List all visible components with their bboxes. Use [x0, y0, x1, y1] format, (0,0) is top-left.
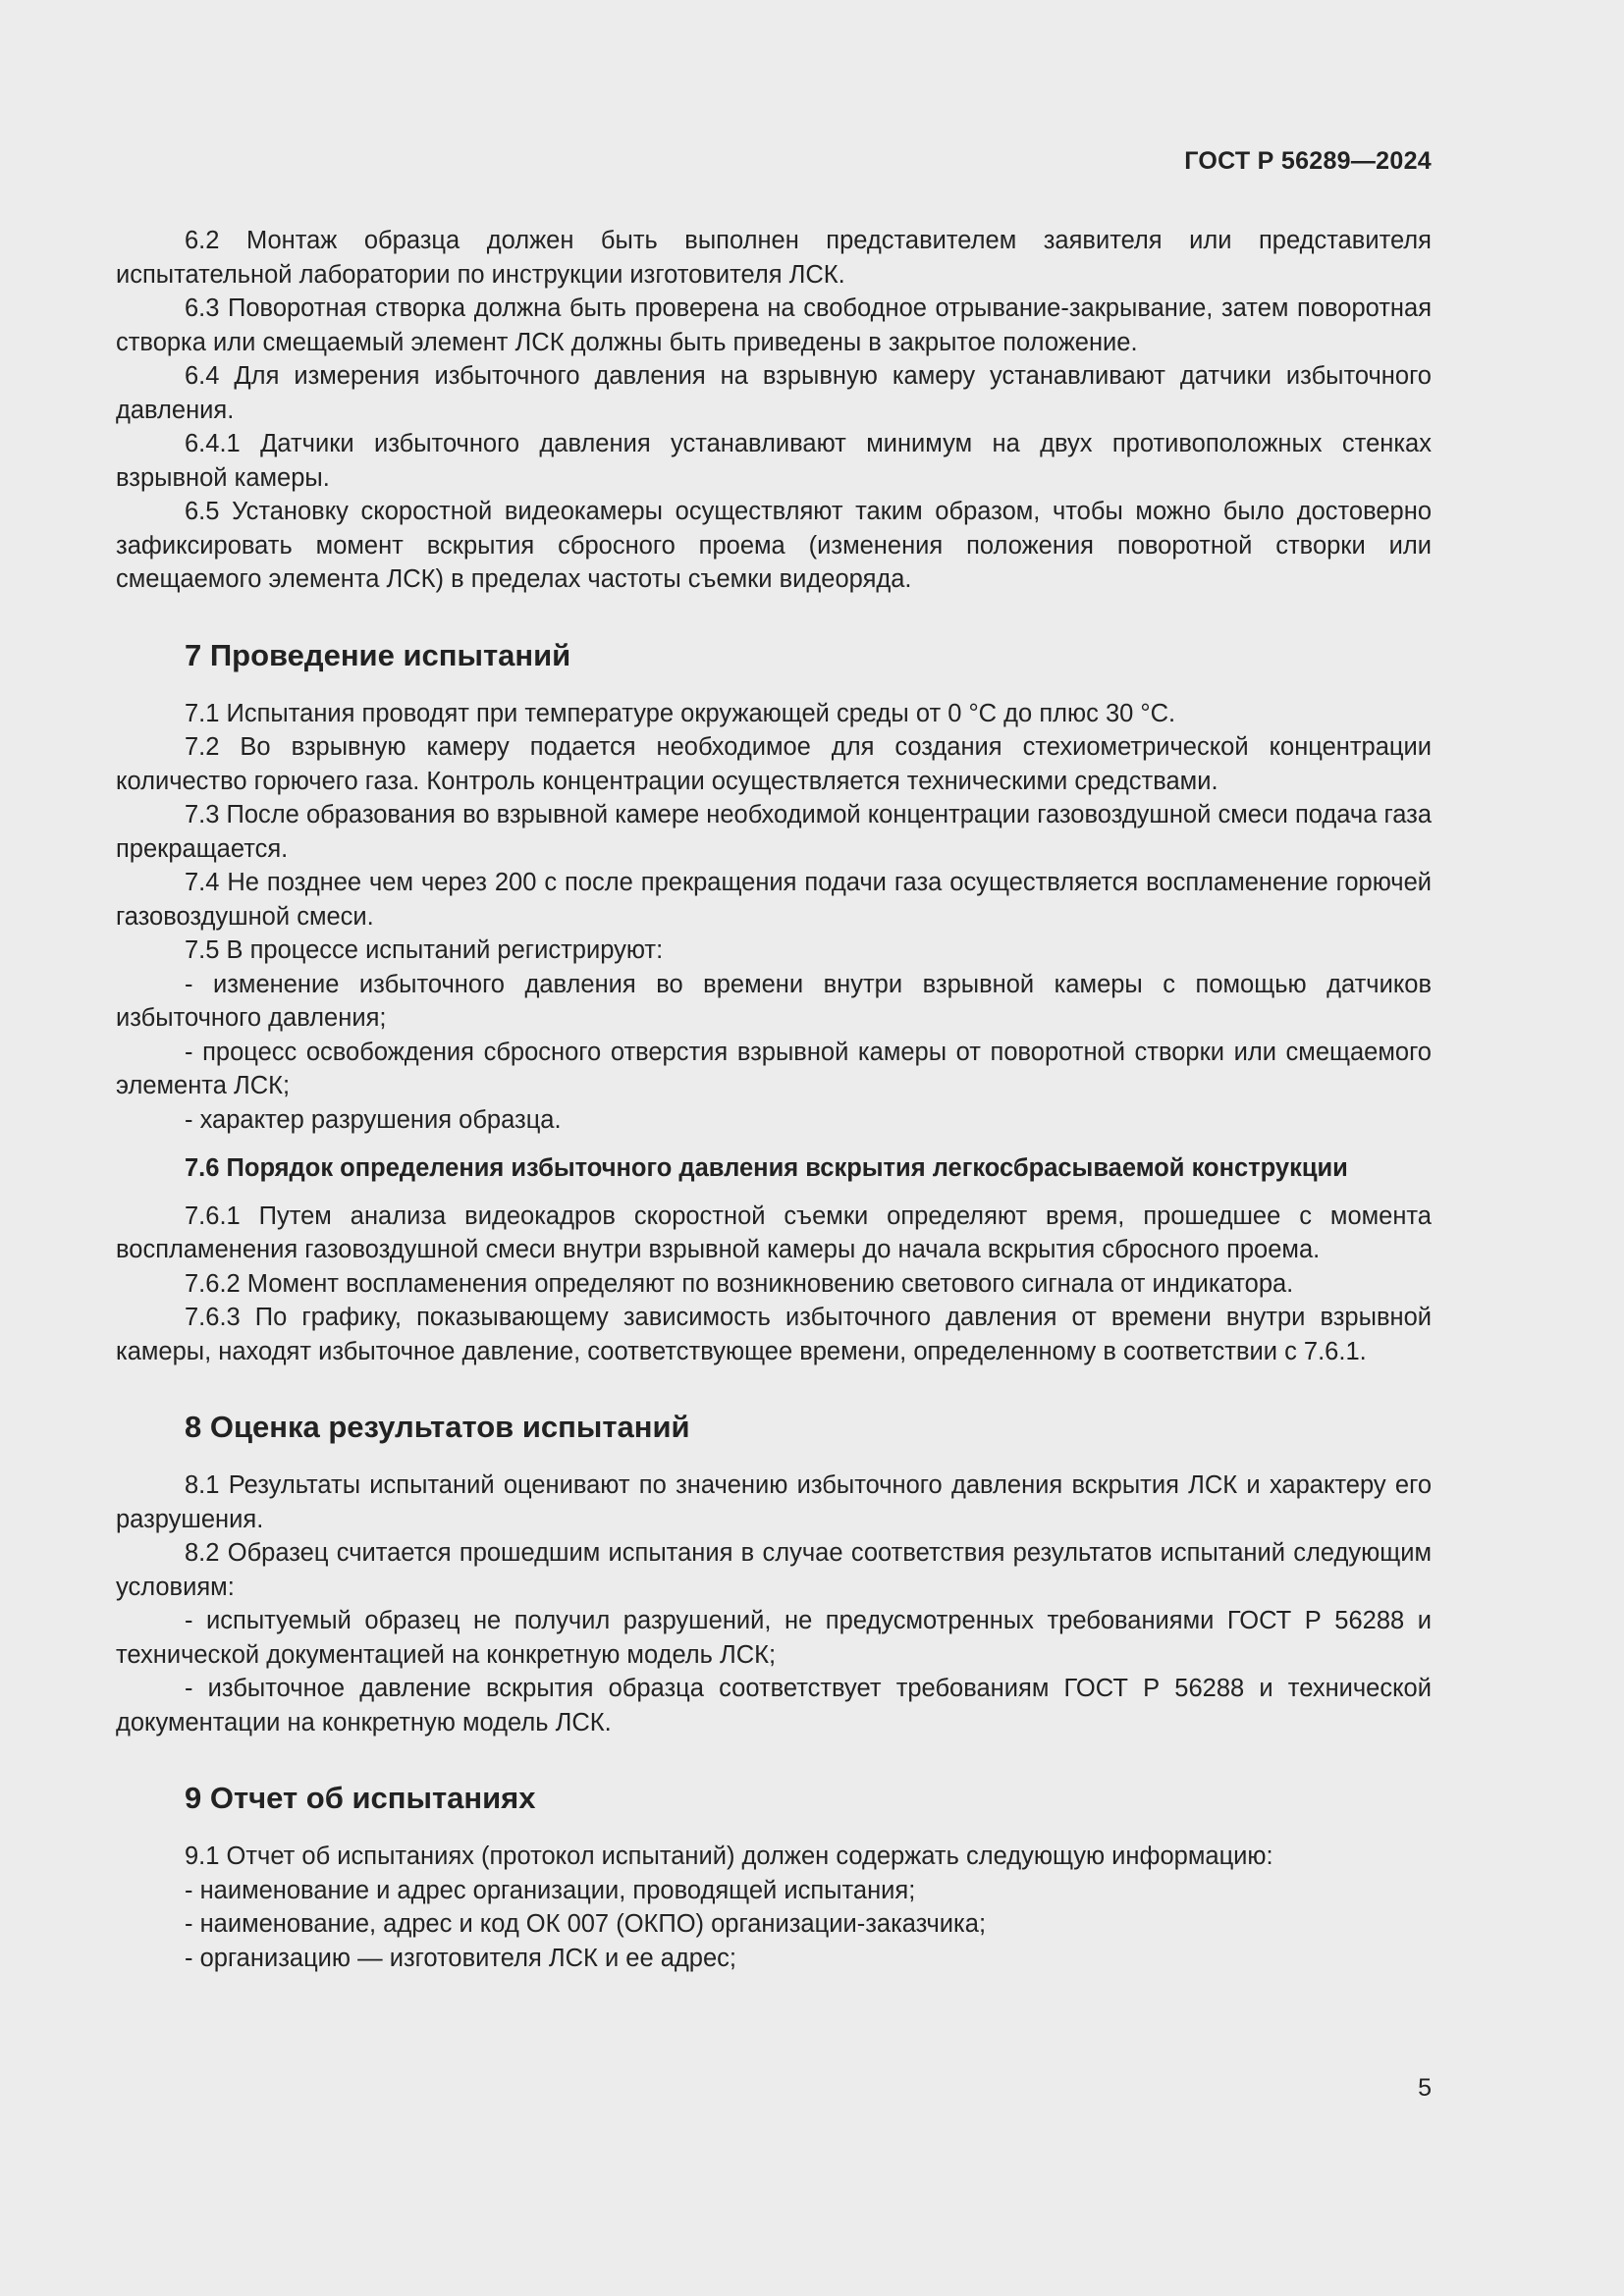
- list-item-9-1-b: - наименование, адрес и код ОК 007 (ОКПО) организации-заказчика;: [185, 1910, 987, 1938]
- list-item-8-2-a: - испытуемый образец не получил разрушений, не предусмотренных требованиями ГОСТ Р 56288 и технической документацией на конкретную модель ЛСК;: [116, 1607, 1432, 1669]
- document-code-header: ГОСТ Р 56289—2024: [1184, 147, 1432, 175]
- paragraph-7-1: 7.1 Испытания проводят при температуре окружающей среды от 0 °С до плюс 30 °С.: [185, 699, 1176, 727]
- subsection-7-6-heading: 7.6 Порядок определения избыточного давления вскрытия легкосбрасываемой конструкции: [185, 1154, 1348, 1182]
- paragraph-7-6-2: 7.6.2 Момент воспламенения определяют по возникновению светового сигнала от индикатора.: [185, 1269, 1294, 1298]
- paragraph-7-2: 7.2 Во взрывную камеру подается необходимое для создания стехиометрической концентрации количество горючего газа. Контроль концентрации осуществляется техническими средствами.: [116, 733, 1432, 795]
- list-item-9-1-a: - наименование и адрес организации, проводящей испытания;: [185, 1876, 916, 1904]
- page-number: 5: [1418, 2074, 1432, 2102]
- section-9-heading: 9 Отчет об испытаниях: [185, 1781, 536, 1815]
- paragraph-7-5: 7.5 В процессе испытаний регистрируют:: [185, 936, 664, 964]
- list-item-7-5-c: - характер разрушения образца.: [185, 1105, 562, 1134]
- paragraph-8-2: 8.2 Образец считается прошедшим испытания в случае соответствия результатов испытаний следующим условиям:: [116, 1539, 1432, 1601]
- paragraph-6-2: 6.2 Монтаж образца должен быть выполнен представителем заявителя или представителя испытательной лаборатории по инструкции изготовителя ЛСК.: [116, 227, 1432, 289]
- paragraph-7-3: 7.3 После образования во взрывной камере необходимой концентрации газовоздушной смеси подача газа прекращается.: [116, 801, 1432, 863]
- list-item-7-5-a: - изменение избыточного давления во времени внутри взрывной камеры с помощью датчиков избыточного давления;: [116, 970, 1432, 1032]
- document-page: [116, 0, 1432, 2296]
- paragraph-6-3: 6.3 Поворотная створка должна быть проверена на свободное отрывание-закрывание, затем поворотная створка или смещаемый элемент ЛСК должны быть приведены в закрытое положение.: [116, 294, 1432, 356]
- paragraph-8-1: 8.1 Результаты испытаний оценивают по значению избыточного давления вскрытия ЛСК и характеру его разрушения.: [116, 1471, 1432, 1533]
- list-item-7-5-b: - процесс освобождения сбросного отверстия взрывной камеры от поворотной створки или смещаемого элемента ЛСК;: [116, 1038, 1432, 1099]
- section-8-heading: 8 Оценка результатов испытаний: [185, 1410, 690, 1444]
- document-body: [116, 224, 1432, 1975]
- list-item-9-1-c: - организацию — изготовителя ЛСК и ее адрес;: [185, 1944, 736, 1972]
- paragraph-6-5: 6.5 Установку скоростной видеокамеры осуществляют таким образом, чтобы можно было достоверно зафиксировать момент вскрытия сбросного проема (изменения положения поворотной створки или смещаемого элемента ЛСК) в пределах частоты съемки видеоряда.: [116, 498, 1432, 593]
- paragraph-7-4: 7.4 Не позднее чем через 200 с после прекращения подачи газа осуществляется воспламенение горючей газовоздушной смеси.: [116, 869, 1432, 931]
- paragraph-7-6-1: 7.6.1 Путем анализа видеокадров скоростной съемки определяют время, прошедшее с момента воспламенения газовоздушной смеси внутри взрывной камеры до начала вскрытия сбросного проема.: [116, 1201, 1432, 1263]
- paragraph-6-4: 6.4 Для измерения избыточного давления на взрывную камеру устанавливают датчики избыточного давления.: [116, 362, 1432, 424]
- paragraph-7-6-3: 7.6.3 По графику, показывающему зависимость избыточного давления от времени внутри взрывной камеры, находят избыточное давление, соответствующее времени, определенному в соответствии с 7.6.1.: [116, 1304, 1432, 1365]
- list-item-8-2-b: - избыточное давление вскрытия образца соответствует требованиям ГОСТ Р 56288 и технической документации на конкретную модель ЛСК.: [116, 1675, 1432, 1736]
- paragraph-9-1: 9.1 Отчет об испытаниях (протокол испытаний) должен содержать следующую информацию:: [185, 1842, 1273, 1870]
- section-7-heading: 7 Проведение испытаний: [185, 637, 571, 672]
- paragraph-6-4-1: 6.4.1 Датчики избыточного давления устанавливают минимум на двух противоположных стенках взрывной камеры.: [116, 430, 1432, 492]
